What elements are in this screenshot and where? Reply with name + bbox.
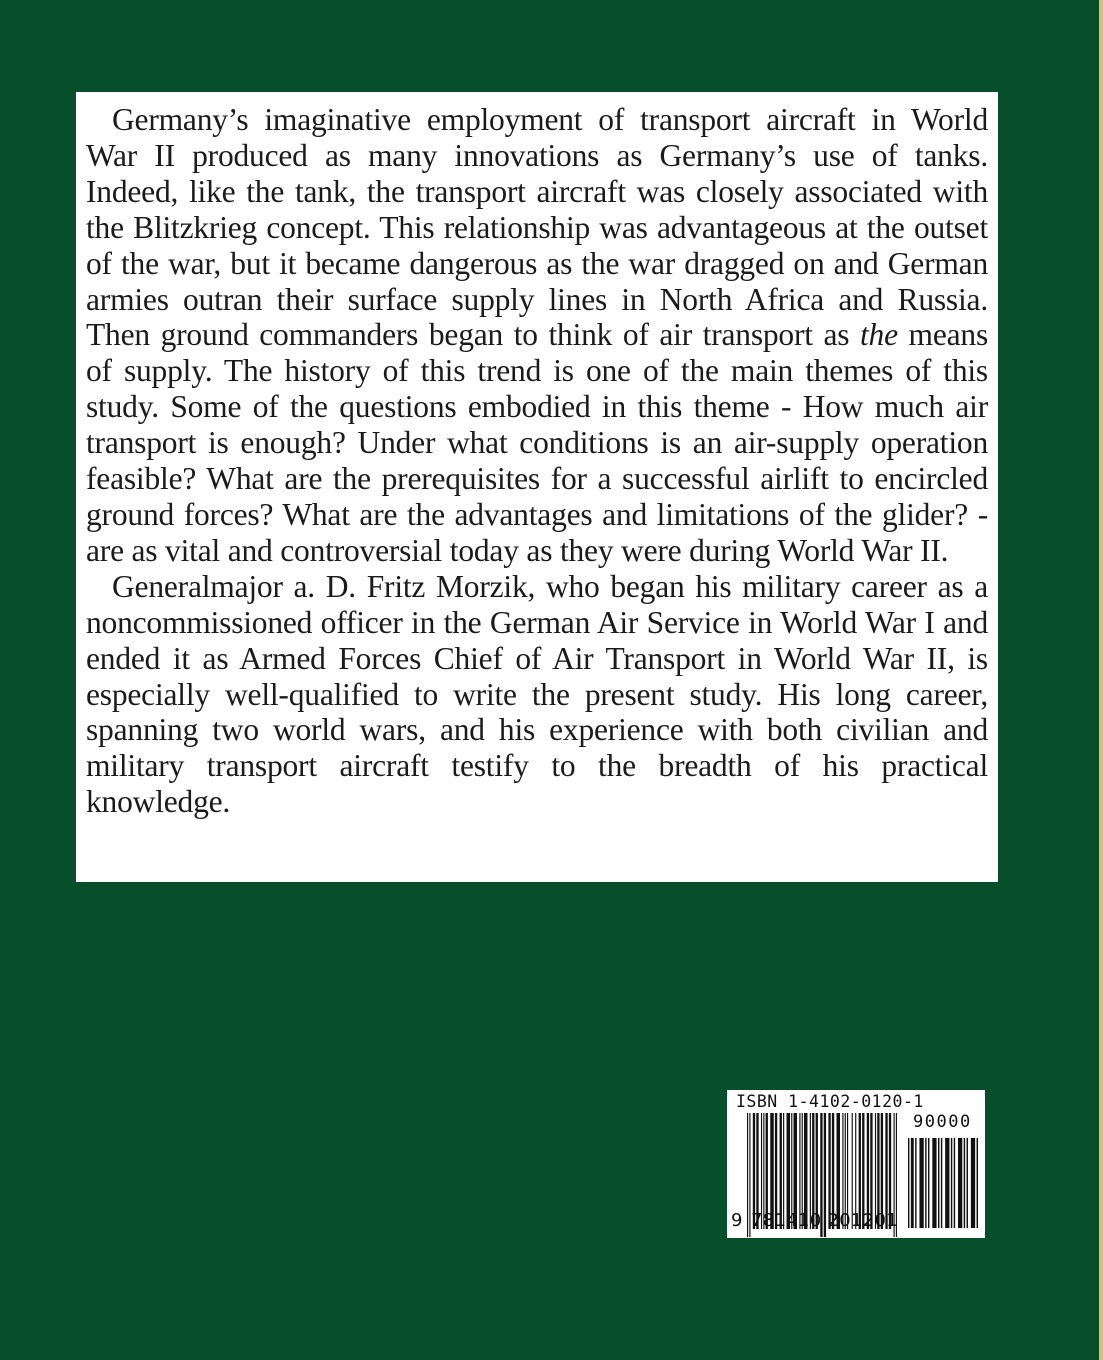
barcode-bar [919,1138,923,1228]
barcode-bar [977,1138,978,1228]
ean-digits: 781410 201201 [751,1210,899,1231]
isbn-barcode-label [727,1090,985,1238]
barcode-bar [925,1138,926,1228]
back-cover-blurb-panel [76,92,998,882]
barcode-bar [954,1138,955,1228]
barcode-bar [967,1138,968,1228]
barcode-bar [958,1138,962,1228]
cover-edge-strip [1099,0,1103,1360]
blurb-paragraph-1-part-b: means of supply. The history of this trend is one of the main themes of this study. Some of the questions embodied in this theme - How much air transport is enough? Under what conditions is an air-supply operation feasible? What are the prerequisites for a successful airlift to encircled ground forces? What are the advantages and limitations of the glider? - are as vital and controversial today as they were during World War II. [86,317,989,568]
barcode-bar [915,1138,916,1228]
price-addon-digits: 90000 [913,1112,972,1132]
barcode-bar [951,1138,952,1228]
isbn-number-text: ISBN 1-4102-0120-1 [736,1092,924,1111]
blurb-paragraph-1-part-a: Germany’s imaginative employment of transport aircraft in World War II produced as many innovations as Germany’s use of tanks. Indeed, like the tank, the transport aircraft was closely associated with the Blitzkrieg concept. This relationship was advantageous at the outset of the war, but it became dangerous as the war dragged on and German armies outran their surface supply lines in North Africa and Russia. Then ground commanders began to think of air transport as [86,102,988,353]
barcode-bar [938,1138,939,1228]
barcode-bar [941,1138,942,1228]
barcode-bar [964,1138,965,1228]
barcode-bar [928,1138,929,1228]
barcode-bar [945,1138,949,1228]
blurb-italic-emphasis: the [859,317,898,353]
barcode-bar [747,1113,748,1237]
blurb-paragraph-2: Generalmajor a. D. Fritz Morzik, who began his military career as a noncommissioned officer in the German Air Service in World War I and ended it as Armed Forces Chief of Air Transport in World War II, is especially well-qualified to write the present study. His long career, spanning two world wars, and his experience with both civilian and military transport aircraft testify to the breadth of his practical knowledge. [86,568,988,820]
barcode-bar [911,1138,914,1228]
barcode-bar [971,1138,975,1228]
addon-bars [908,1138,978,1228]
barcode-bar [932,1138,936,1228]
ean-prefix-digit: 9 [731,1210,743,1231]
blurb-paragraph-1 [86,102,988,569]
barcode-bar [908,1138,909,1228]
